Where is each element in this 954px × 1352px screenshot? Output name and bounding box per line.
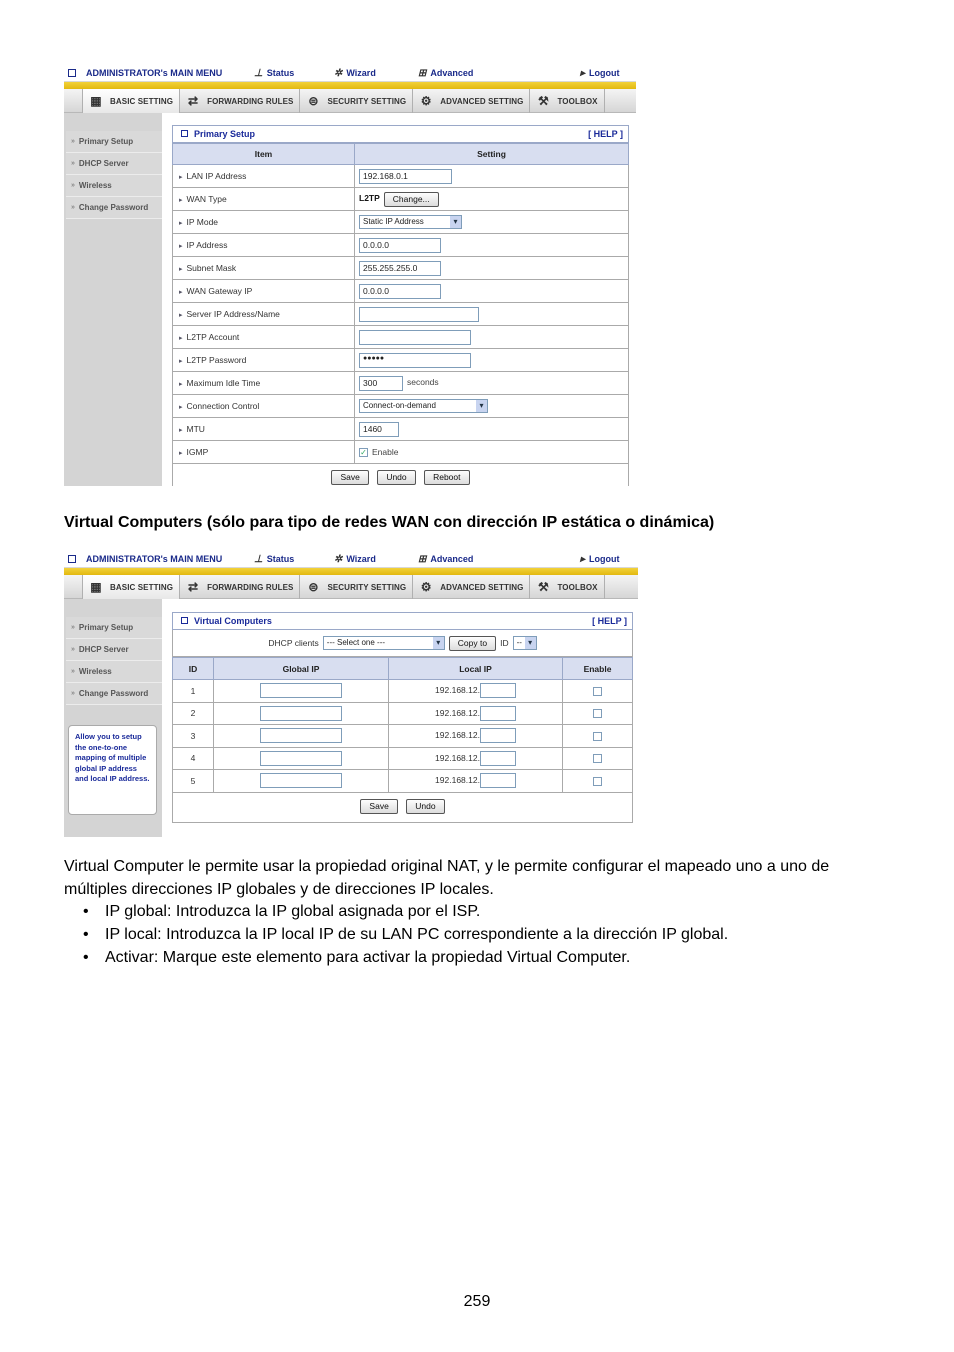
primary-setup-buttons xyxy=(172,464,629,486)
table-row xyxy=(173,702,633,725)
row-label: ▸ MTU xyxy=(173,418,355,441)
row-label: ▸ IP Address xyxy=(173,234,355,257)
l2tp-account-input[interactable] xyxy=(359,330,471,345)
logout-link[interactable] xyxy=(580,68,620,79)
undo-button[interactable]: Undo xyxy=(406,799,444,814)
arrows-icon: ⇄ xyxy=(188,94,199,108)
primary-setup-panel xyxy=(172,125,629,486)
section-heading: Virtual Computers (sólo para tipo de redes WAN con dirección IP estática o dinámica) xyxy=(64,514,715,531)
virtual-computers-panel xyxy=(172,612,633,823)
ip-mode-select[interactable]: Static IP Address ▾ xyxy=(359,215,462,229)
wan-type-value: L2TP xyxy=(359,193,380,204)
row-label: ▸ Maximum Idle Time xyxy=(173,372,355,395)
tab-security-setting[interactable] xyxy=(300,89,413,113)
idle-time-input[interactable]: 300 xyxy=(359,376,403,391)
save-button[interactable]: Save xyxy=(331,470,368,485)
column-header-local-ip: Local IP xyxy=(389,658,563,680)
local-ip-prefix: 192.168.12. xyxy=(435,775,480,785)
wizard-icon: ✲ xyxy=(334,554,343,565)
accent-bar xyxy=(64,82,636,89)
global-ip-input[interactable] xyxy=(260,751,342,766)
table-row xyxy=(173,165,629,188)
row-label: ▸ Subnet Mask xyxy=(173,257,355,280)
table-row xyxy=(173,326,629,349)
arrows-icon: ⇄ xyxy=(188,580,199,594)
column-header-item: Item xyxy=(173,144,355,165)
sidebar-item-wireless[interactable]: » Wireless xyxy=(66,661,162,683)
sidebar-item-primary-setup[interactable]: » Primary Setup xyxy=(66,131,162,153)
local-ip-input[interactable] xyxy=(480,683,516,698)
primary-setup-screenshot xyxy=(64,65,636,486)
tab-toolbox[interactable] xyxy=(530,575,604,599)
local-ip-prefix: 192.168.12. xyxy=(435,685,480,695)
row-label: ▸ L2TP Password xyxy=(173,349,355,372)
local-ip-input[interactable] xyxy=(480,728,516,743)
copy-to-button[interactable]: Copy to xyxy=(449,636,496,651)
row-id: 4 xyxy=(173,747,214,770)
status-link[interactable] xyxy=(254,68,294,79)
wizard-link[interactable] xyxy=(334,68,376,79)
arrow-right-icon: ▸ xyxy=(580,554,586,565)
row-label: ▸ IGMP xyxy=(173,441,355,464)
tab-forwarding-rules[interactable] xyxy=(180,575,300,599)
row-label: ▸ LAN IP Address xyxy=(173,165,355,188)
dhcp-clients-select[interactable]: --- Select one --- ▾ xyxy=(323,636,445,650)
sidebar-item-primary-setup[interactable]: » Primary Setup xyxy=(66,617,162,639)
sidebar-item-dhcp-server[interactable]: » DHCP Server xyxy=(66,639,162,661)
table-row xyxy=(173,257,629,280)
tab-advanced-setting[interactable] xyxy=(413,575,530,599)
table-row xyxy=(173,372,629,395)
table-row xyxy=(173,303,629,326)
list-item: • IP global: Introduzca la IP global asignada por el ISP. xyxy=(83,900,728,923)
local-ip-prefix: 192.168.12. xyxy=(435,730,480,740)
toolbox-icon: ⚒ xyxy=(538,580,549,594)
tab-label: BASIC SETTING xyxy=(110,96,174,106)
sidebar xyxy=(64,599,162,837)
server-ip-input[interactable] xyxy=(359,307,479,322)
local-ip-prefix: 192.168.12. xyxy=(435,707,480,718)
wizard-label: Wizard xyxy=(346,68,376,78)
tab-security-setting[interactable] xyxy=(300,575,413,599)
help-link[interactable]: [ HELP ] xyxy=(592,616,627,626)
logout-label: Logout xyxy=(589,68,620,78)
sidebar-item-dhcp-server[interactable]: » DHCP Server xyxy=(66,153,162,175)
enable-checkbox[interactable] xyxy=(593,777,602,786)
status-icon: ⊥ xyxy=(254,554,263,565)
status-link[interactable] xyxy=(254,554,294,565)
advanced-link[interactable] xyxy=(418,68,473,79)
shield-icon: ⊜ xyxy=(308,94,319,108)
main-menu-link[interactable]: ADMINISTRATOR's MAIN MENU xyxy=(68,68,222,78)
advanced-link[interactable] xyxy=(418,554,473,565)
panel-title: Virtual Computers xyxy=(181,616,272,626)
subnet-mask-input[interactable]: 255.255.255.0 xyxy=(359,261,441,276)
toolbox-icon: ⚒ xyxy=(538,94,549,108)
row-id: 5 xyxy=(173,770,214,793)
table-row xyxy=(173,280,629,303)
local-ip-input[interactable] xyxy=(480,751,516,766)
save-button[interactable]: Save xyxy=(360,799,397,814)
table-row xyxy=(173,418,629,441)
local-ip-prefix: 192.168.12. xyxy=(435,752,480,763)
wizard-link[interactable] xyxy=(334,554,376,565)
table-row xyxy=(173,188,629,211)
folder-icon: ▦ xyxy=(90,94,102,108)
advanced-label: Advanced xyxy=(430,554,474,564)
ip-address-input[interactable]: 0.0.0.0 xyxy=(359,238,441,253)
igmp-enable-checkbox[interactable]: ✓ xyxy=(360,448,367,458)
tab-toolbox[interactable] xyxy=(530,89,604,113)
row-id: 2 xyxy=(173,702,214,725)
table-row xyxy=(173,211,629,234)
tab-label: SECURITY SETTING xyxy=(327,582,407,592)
help-link[interactable]: [ HELP ] xyxy=(588,129,623,139)
gear-icon: ⚙ xyxy=(420,94,432,108)
column-header-setting: Setting xyxy=(355,144,629,165)
row-label: ▸ L2TP Account xyxy=(173,326,355,349)
local-ip-input[interactable] xyxy=(480,773,516,788)
bullet-list xyxy=(83,900,728,969)
tab-label: TOOLBOX xyxy=(557,582,598,592)
shield-icon: ⊜ xyxy=(308,580,319,594)
table-row xyxy=(173,234,629,257)
table-row xyxy=(173,725,633,748)
row-id: 3 xyxy=(173,725,214,748)
connection-control-select[interactable]: Connect-on-demand ▾ xyxy=(359,399,488,413)
table-row xyxy=(173,770,633,793)
column-header-id: ID xyxy=(173,658,214,680)
top-nav xyxy=(64,65,636,82)
sidebar-item-wireless[interactable]: » Wireless xyxy=(66,175,162,197)
lan-ip-input[interactable]: 192.168.0.1 xyxy=(359,169,452,184)
sidebar-item-change-password[interactable]: » Change Password xyxy=(66,197,162,219)
global-ip-input[interactable] xyxy=(260,706,342,721)
row-label: ▸ Connection Control xyxy=(173,395,355,418)
undo-button[interactable]: Undo xyxy=(377,470,415,485)
accent-bar xyxy=(64,568,638,575)
wan-gateway-input[interactable]: 0.0.0.0 xyxy=(359,284,441,299)
advanced-label: Advanced xyxy=(430,68,474,78)
reboot-button[interactable]: Reboot xyxy=(424,470,469,485)
status-label: Status xyxy=(266,554,295,564)
status-icon: ⊥ xyxy=(254,68,263,79)
panel-title-bar xyxy=(172,612,633,630)
folder-icon: ▦ xyxy=(90,580,102,594)
dhcp-clients-row xyxy=(172,630,633,657)
l2tp-password-input[interactable]: ●●●●● xyxy=(359,353,471,368)
list-item: • IP local: Introduzca la IP local IP de su LAN PC correspondiente a la dirección IP global. xyxy=(83,923,728,946)
row-id: 1 xyxy=(173,680,214,703)
sidebar xyxy=(64,113,162,486)
tab-bar xyxy=(64,575,638,599)
global-ip-input[interactable] xyxy=(260,683,342,698)
primary-setup-table xyxy=(172,143,629,464)
advanced-icon: ⊞ xyxy=(418,554,427,565)
tab-label: BASIC SETTING xyxy=(110,582,174,592)
status-label: Status xyxy=(266,68,295,78)
tab-forwarding-rules[interactable] xyxy=(180,89,300,113)
panel-title: Primary Setup xyxy=(181,129,255,139)
tab-label: TOOLBOX xyxy=(557,96,598,106)
enable-checkbox[interactable] xyxy=(593,754,602,763)
top-nav xyxy=(64,551,638,568)
tab-basic-setting[interactable] xyxy=(82,575,180,599)
enable-checkbox[interactable] xyxy=(593,709,602,718)
tab-label: FORWARDING RULES xyxy=(207,96,294,106)
wizard-icon: ✲ xyxy=(334,68,343,79)
tab-label: FORWARDING RULES xyxy=(207,582,294,592)
global-ip-input[interactable] xyxy=(260,773,342,788)
main-menu-link[interactable]: ADMINISTRATOR's MAIN MENU xyxy=(68,554,222,564)
row-label: ▸ IP Mode xyxy=(173,211,355,234)
local-ip-input[interactable] xyxy=(480,706,516,721)
arrow-right-icon: ▸ xyxy=(580,68,586,79)
table-row xyxy=(173,395,629,418)
column-header-enable: Enable xyxy=(563,658,633,680)
tab-advanced-setting[interactable] xyxy=(413,89,530,113)
logout-label: Logout xyxy=(589,554,620,564)
table-row xyxy=(173,349,629,372)
help-tip: Allow you to setup the one-to-one mapping of multiple global IP address and local IP address. xyxy=(68,725,157,815)
global-ip-input[interactable] xyxy=(260,728,342,743)
table-row xyxy=(173,680,633,703)
virtual-computers-screenshot xyxy=(64,551,638,837)
tab-bar xyxy=(64,89,636,113)
tab-label: SECURITY SETTING xyxy=(327,96,407,106)
panel-title-bar xyxy=(172,125,629,143)
column-header-global-ip: Global IP xyxy=(214,658,389,680)
change-wan-type-button[interactable]: Change... xyxy=(384,192,439,207)
tab-basic-setting[interactable] xyxy=(82,89,180,113)
enable-checkbox[interactable] xyxy=(593,687,602,696)
tab-label: ADVANCED SETTING xyxy=(440,96,524,106)
gear-icon: ⚙ xyxy=(420,580,432,594)
sidebar-item-change-password[interactable]: » Change Password xyxy=(66,683,162,705)
logout-link[interactable] xyxy=(580,554,620,565)
id-select[interactable]: -- ▾ xyxy=(513,636,537,650)
description-paragraph: Virtual Computer le permite usar la propiedad original NAT, y le permite configurar el mapeado uno a uno de múltiples direcciones IP globales y de direcciones IP locales. xyxy=(64,858,830,898)
page-number: 259 xyxy=(463,1293,491,1310)
wizard-label: Wizard xyxy=(346,554,376,564)
table-row xyxy=(173,747,633,770)
advanced-icon: ⊞ xyxy=(418,68,427,79)
enable-checkbox[interactable] xyxy=(593,732,602,741)
virtual-computers-table xyxy=(172,657,633,793)
row-label: ▸ WAN Type xyxy=(173,188,355,211)
row-label: ▸ Server IP Address/Name xyxy=(173,303,355,326)
dhcp-clients-label: DHCP clients xyxy=(268,638,319,648)
igmp-enable-label: Enable xyxy=(372,446,399,457)
row-label: ▸ WAN Gateway IP xyxy=(173,280,355,303)
mtu-input[interactable]: 1460 xyxy=(359,422,399,437)
table-row xyxy=(173,441,629,464)
virtual-computers-buttons xyxy=(172,793,633,823)
idle-time-unit: seconds xyxy=(407,377,439,388)
id-label: ID xyxy=(500,638,509,648)
list-item: • Activar: Marque este elemento para activar la propiedad Virtual Computer. xyxy=(83,946,728,969)
tab-label: ADVANCED SETTING xyxy=(440,582,524,592)
